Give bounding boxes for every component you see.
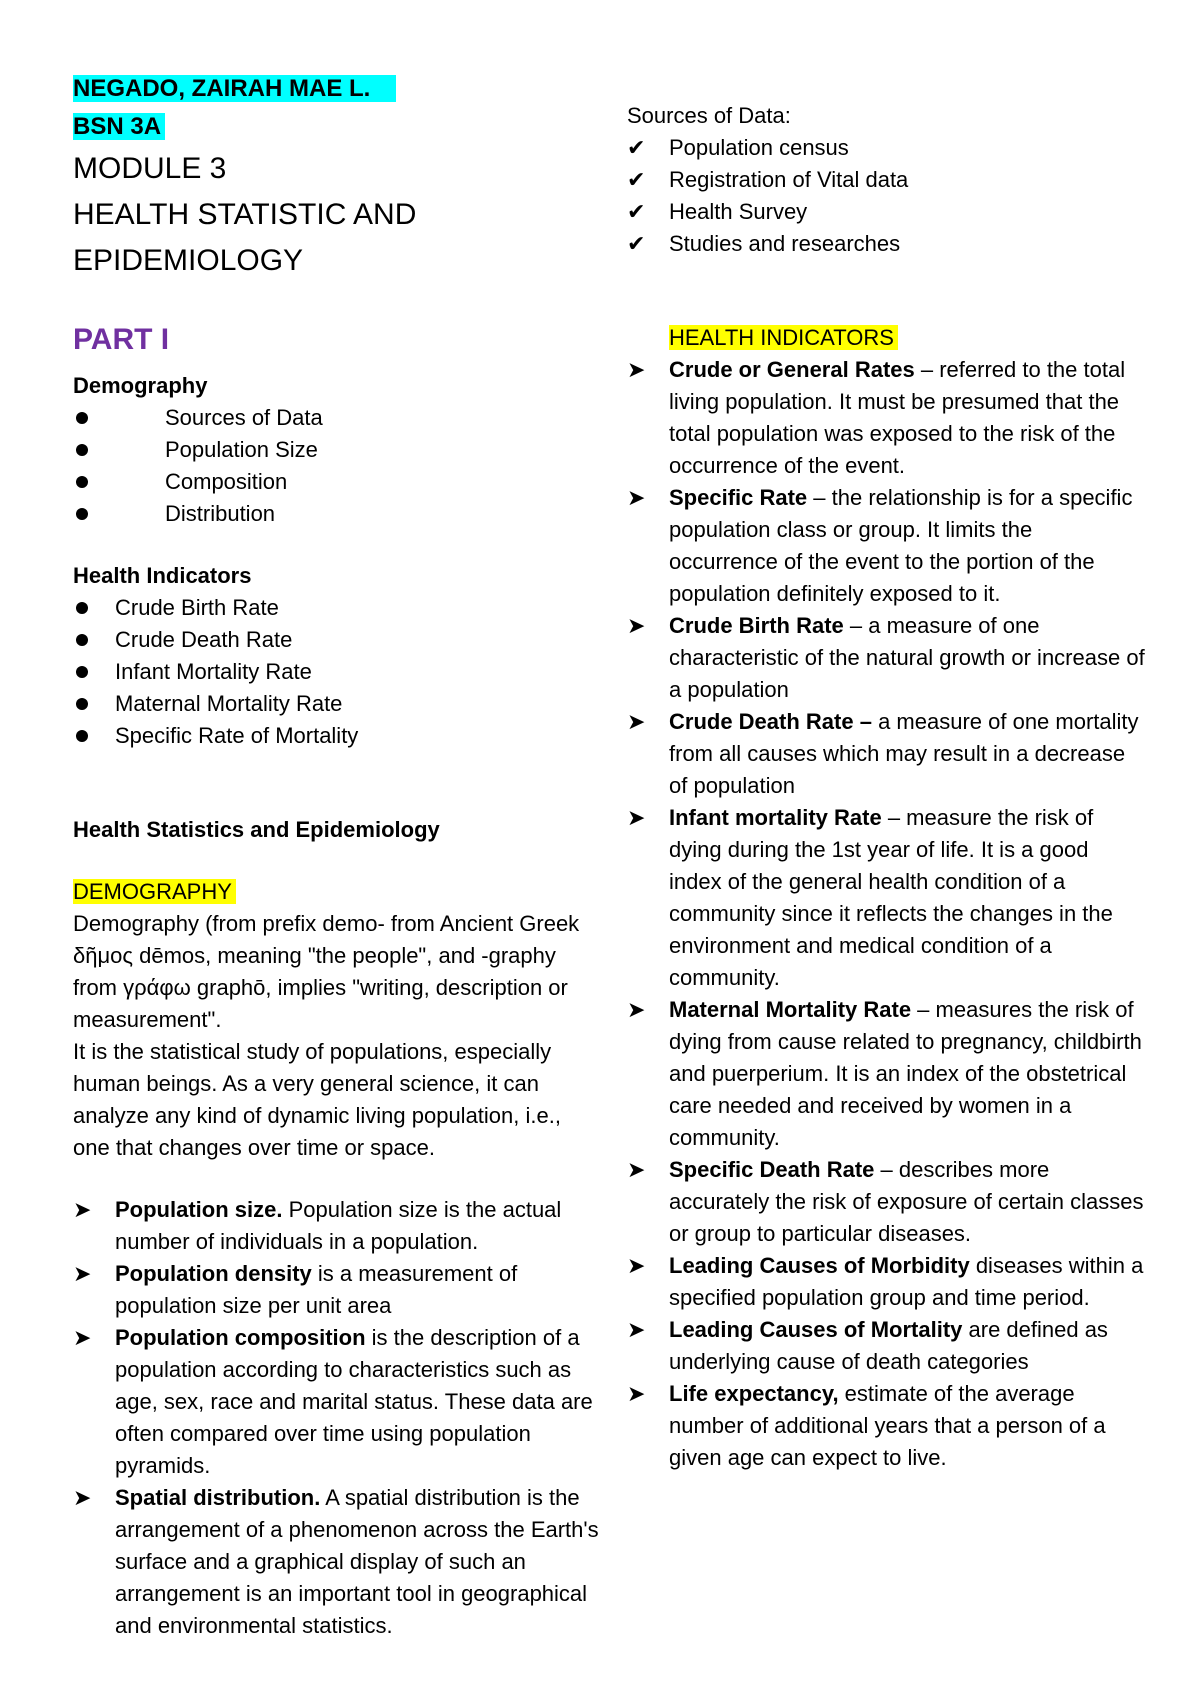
- list-item: Specific Rate of Mortality: [73, 720, 603, 752]
- demography-para1: Demography (from prefix demo- from Ancient Greek δῆμος dēmos, meaning "the people", and -graphy from γράφω graphō, implies "writing, description or measurement".: [73, 911, 580, 1032]
- section-heading: Health Statistics and Epidemiology: [73, 817, 440, 842]
- module-number: MODULE 3: [73, 152, 227, 185]
- arrow-bullet-icon: ➤: [73, 1325, 92, 1350]
- list-item: ➤ Leading Causes of Mortality are defined as underlying cause of death categories: [627, 1314, 1147, 1378]
- list-item: ➤ Specific Death Rate – describes more accurately the risk of exposure of certain classes or group to particular diseases.: [627, 1154, 1147, 1250]
- list-item: ➤ Population composition is the description of a population according to characteristics such as age, sex, race and marital status. These data are often compared over time using population pyramids.: [73, 1322, 603, 1482]
- arrow-bullet-icon: ➤: [627, 1317, 646, 1342]
- list-item: Maternal Mortality Rate: [73, 688, 603, 720]
- list-item: ➤ Crude Birth Rate – a measure of one characteristic of the natural growth or increase of a population: [627, 610, 1147, 706]
- arrow-bullet-icon: ➤: [627, 805, 646, 830]
- list-item: ➤ Population density is a measurement of population size per unit area: [73, 1258, 603, 1322]
- checkmark-icon: ✔: [627, 199, 646, 224]
- demography-para2: It is the statistical study of populations, especially human beings. As a very general science, it can analyze any kind of dynamic living population, i.e., one that changes over time or space.: [73, 1039, 561, 1160]
- list-item: Sources of Data: [73, 402, 603, 434]
- list-item: Infant Mortality Rate: [73, 656, 603, 688]
- list-item: ➤ Life expectancy, estimate of the average number of additional years that a person of a given age can expect to live.: [627, 1378, 1147, 1474]
- list-item: ➤ Maternal Mortality Rate – measures the risk of dying from cause related to pregnancy, childbirth and puerperium. It is an index of the obstetrical care needed and received by women in a community.: [627, 994, 1147, 1154]
- outline-health-list: [73, 592, 603, 752]
- right-column: [627, 70, 1147, 1474]
- arrow-bullet-icon: ➤: [627, 485, 646, 510]
- arrow-bullet-icon: ➤: [627, 613, 646, 638]
- list-item: ➤ Leading Causes of Morbidity diseases within a specified population group and time period.: [627, 1250, 1147, 1314]
- arrow-bullet-icon: ➤: [627, 1381, 646, 1406]
- list-item: ➤ Infant mortality Rate – measure the risk of dying during the 1st year of life. It is a good index of the general health condition of a community since it reflects the changes in the environment and medical condition of a community.: [627, 802, 1147, 994]
- checkmark-icon: ✔: [627, 167, 646, 192]
- sources-heading: Sources of Data:: [627, 103, 791, 128]
- part-heading: PART I: [73, 323, 170, 356]
- health-indicators-label: HEALTH INDICATORS: [669, 325, 898, 350]
- outline-health-heading: Health Indicators: [73, 563, 252, 588]
- arrow-bullet-icon: ➤: [73, 1197, 92, 1222]
- list-item: Crude Birth Rate: [73, 592, 603, 624]
- list-item: Composition: [73, 466, 603, 498]
- list-item: ✔ Registration of Vital data: [627, 164, 1147, 196]
- demography-terms-list: [73, 1194, 603, 1642]
- outline-demography-heading: Demography: [73, 373, 208, 398]
- list-item: ✔ Health Survey: [627, 196, 1147, 228]
- module-title-line1: HEALTH STATISTIC AND: [73, 198, 417, 231]
- left-column: [73, 70, 603, 1642]
- list-item: Crude Death Rate: [73, 624, 603, 656]
- arrow-bullet-icon: ➤: [627, 1253, 646, 1278]
- arrow-bullet-icon: ➤: [627, 997, 646, 1022]
- arrow-bullet-icon: ➤: [627, 709, 646, 734]
- list-item: ➤ Specific Rate – the relationship is for a specific population class or group. It limits the occurrence of the event to the portion of the population definitely exposed to it.: [627, 482, 1147, 610]
- arrow-bullet-icon: ➤: [73, 1261, 92, 1286]
- checkmark-icon: ✔: [627, 231, 646, 256]
- list-item: ➤ Population size. Population size is the actual number of individuals in a population.: [73, 1194, 603, 1258]
- arrow-bullet-icon: ➤: [73, 1485, 92, 1510]
- list-item: ➤ Crude Death Rate – a measure of one mortality from all causes which may result in a decrease of population: [627, 706, 1147, 802]
- module-title-line2: EPIDEMIOLOGY: [73, 244, 304, 277]
- list-item: Population Size: [73, 434, 603, 466]
- outline-demography-list: [73, 402, 603, 530]
- sources-list: [627, 132, 1147, 260]
- checkmark-icon: ✔: [627, 135, 646, 160]
- list-item: Distribution: [73, 498, 603, 530]
- arrow-bullet-icon: ➤: [627, 357, 646, 382]
- list-item: ➤ Crude or General Rates – referred to the total living population. It must be presumed that the total population was exposed to the risk of the occurrence of the event.: [627, 354, 1147, 482]
- author-section: BSN 3A: [73, 113, 165, 140]
- author-name: NEGADO, ZAIRAH MAE L.: [73, 75, 396, 102]
- list-item: ✔ Population census: [627, 132, 1147, 164]
- list-item: ➤ Spatial distribution. A spatial distribution is the arrangement of a phenomenon across the Earth's surface and a graphical display of such an arrangement is an important tool in geographical and environmental statistics.: [73, 1482, 603, 1642]
- arrow-bullet-icon: ➤: [627, 1157, 646, 1182]
- health-indicators-list: [627, 354, 1147, 1474]
- demography-label: DEMOGRAPHY: [73, 879, 236, 904]
- list-item: ✔ Studies and researches: [627, 228, 1147, 260]
